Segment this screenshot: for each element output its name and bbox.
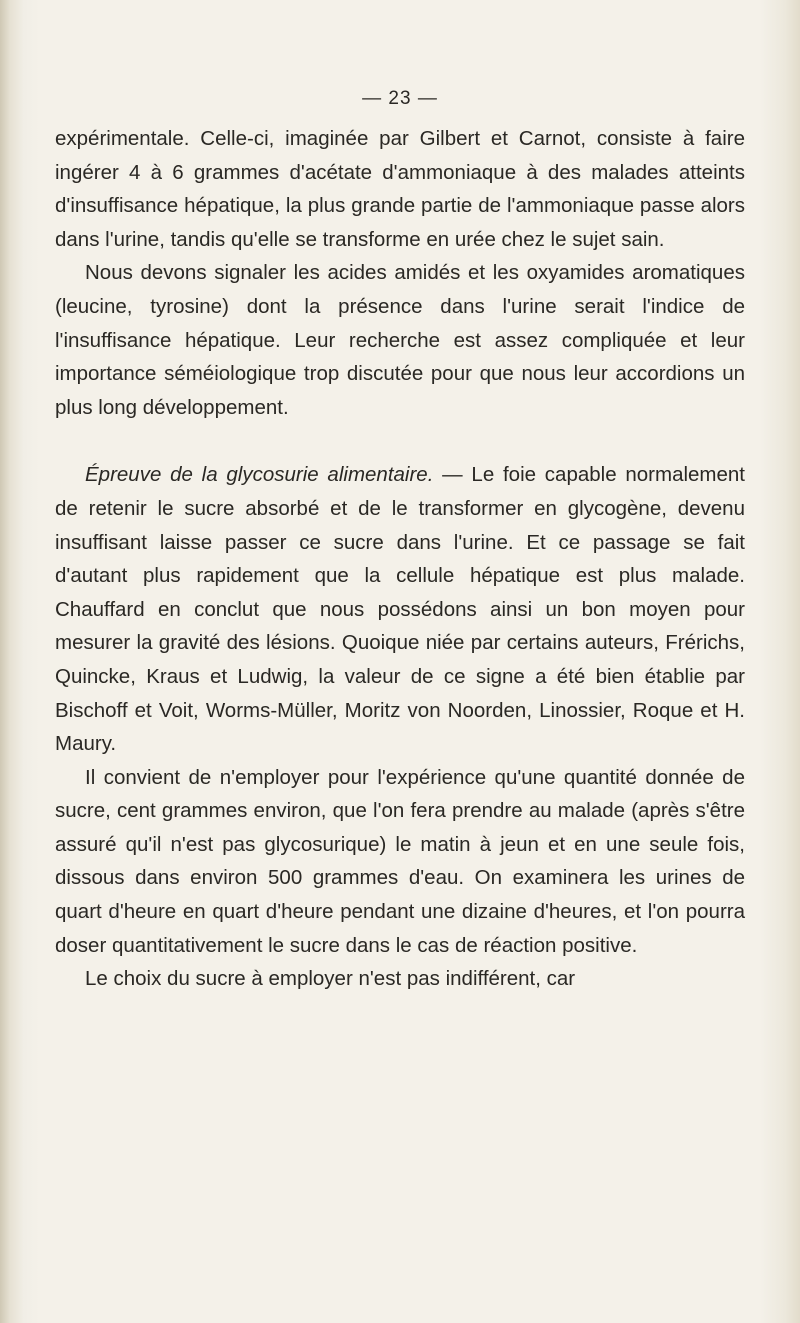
paragraph-5: Le choix du sucre à employer n'est pas indifférent, car [85, 967, 576, 991]
page-number: — 23 — [362, 88, 438, 109]
section-heading: Épreuve de la glycosurie alimentaire. [85, 463, 434, 487]
paragraph-3 [55, 458, 745, 760]
paragraph-4: Il convient de n'employer pour l'expérience qu'une quantité donnée de sucre, cent grammes environ, que l'on fera prendre au malade (après s'être assuré qu'il n'est pas glycosurique) le matin à jeun et en une seule fois, dissous dans environ 500 grammes d'eau. On examinera les urines de quart d'heure en quart d'heure pendant une dizaine d'heures, et l'on pourra doser quantitativement le sucre dans le cas de réaction positive. [55, 765, 745, 957]
paragraph-1: expérimentale. Celle-ci, imaginée par Gilbert et Carnot, consiste à faire ingérer 4 à 6 grammes d'acétate d'ammoniaque à des malades atteints d'insuffisance hépatique, la plus grande partie de l'ammoniaque passe alors dans l'urine, tandis qu'elle se transforme en urée chez le sujet sain. [55, 127, 745, 251]
paragraph-3-text: — Le foie capable normalement de retenir le sucre absorbé et de le transformer en glycogène, devenu insuffisant laisse passer ce sucre dans l'urine. Et ce passage se fait d'autant plus rapidement que la cellule hépatique est plus malade. Chauffard en conclut que nous possédons ainsi un bon moyen pour mesurer la gravité des lésions. Quoique niée par certains auteurs, Frérichs, Quincke, Kraus et Ludwig, la valeur de ce signe a été bien établie par Bischoff et Voit, Worms-Müller, Moritz von Noorden, Linossier, Roque et H. Maury. [55, 463, 745, 756]
paragraph-2: Nous devons signaler les acides amidés et les oxyamides aromatiques (leucine, tyrosine) dont la présence dans l'urine serait l'indice de l'insuffisance hépatique. Leur recherche est assez compliquée et leur importance séméiologique trop discutée pour que nous leur accordions un plus long développement. [55, 261, 745, 419]
body-text [55, 122, 745, 996]
